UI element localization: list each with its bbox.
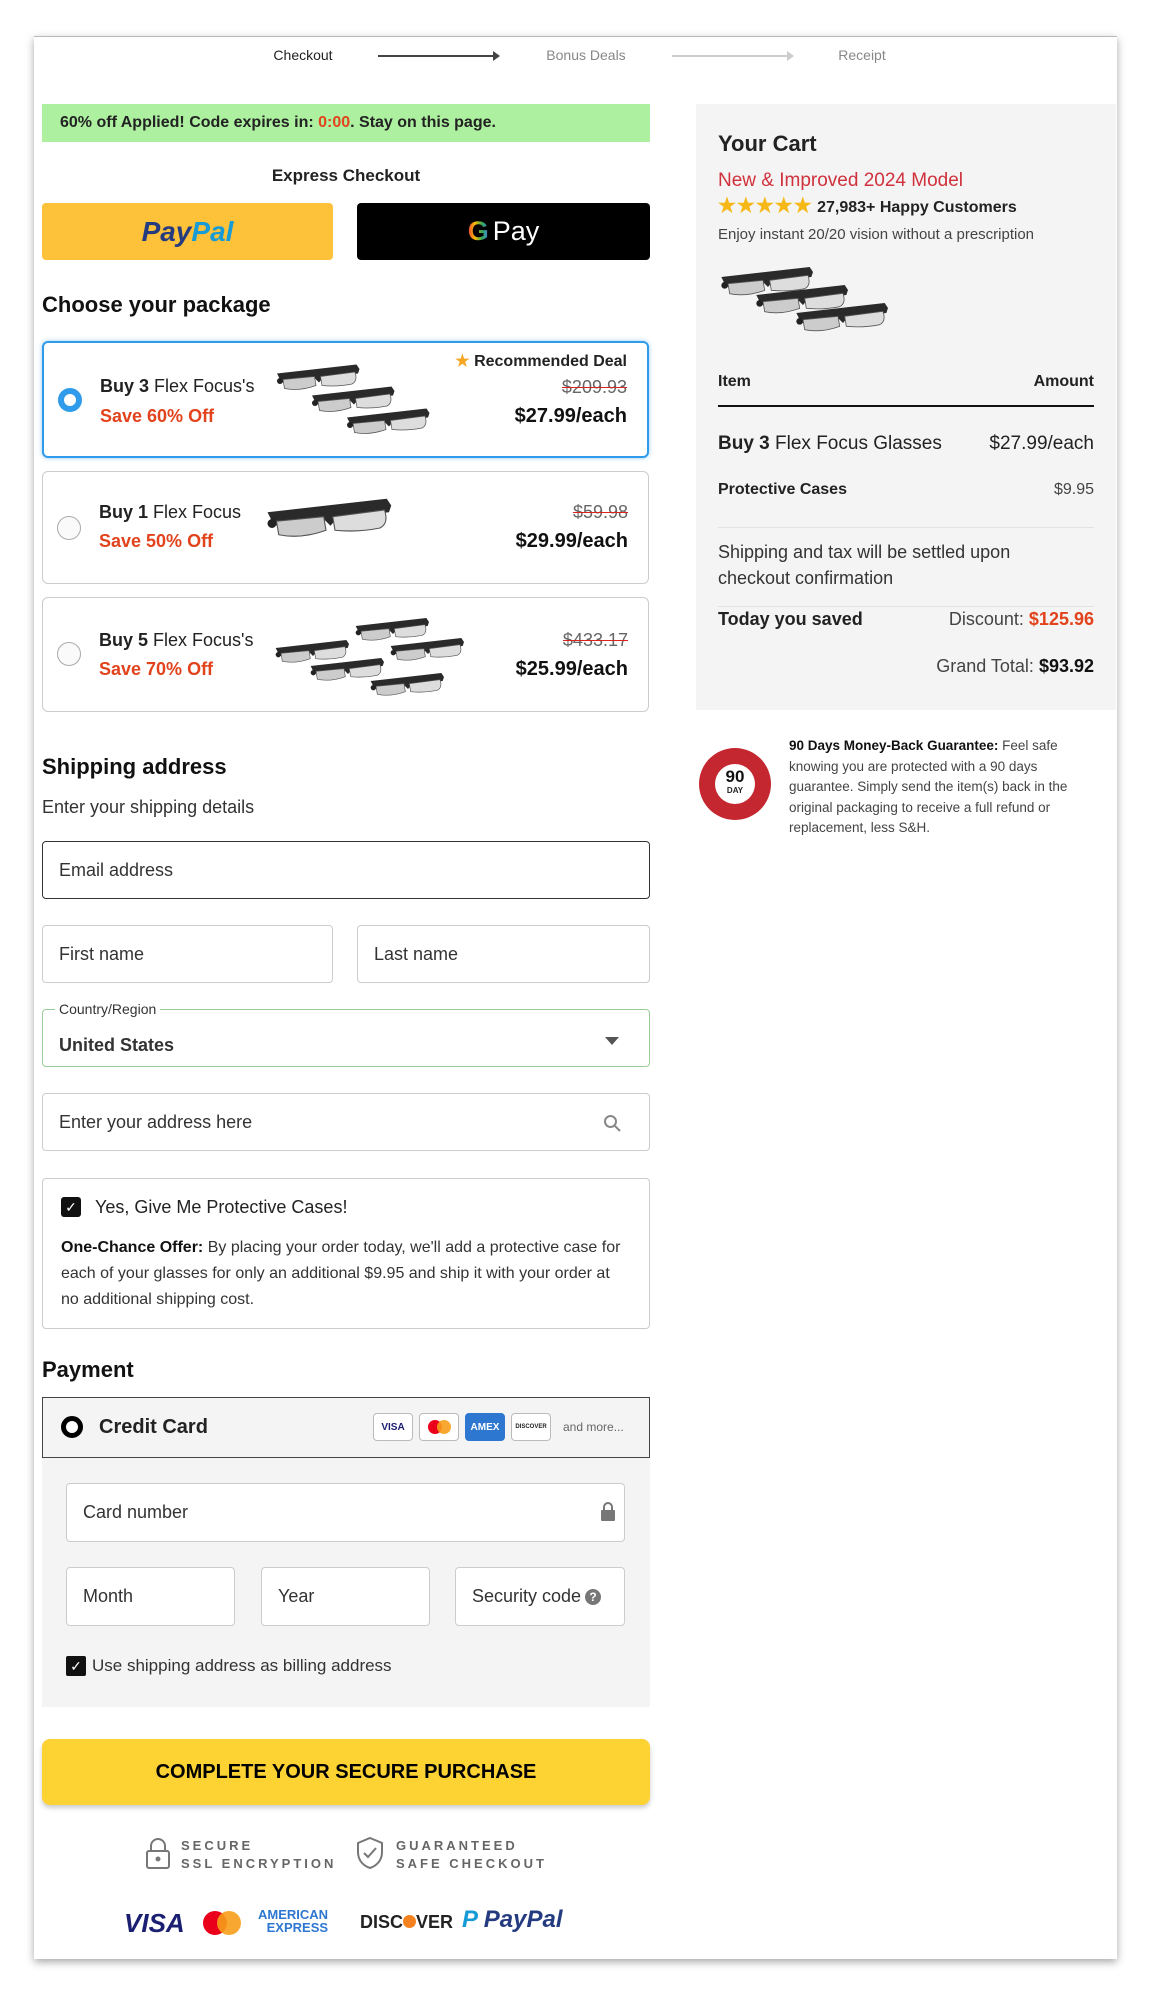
protective-cases-box bbox=[42, 1178, 650, 1329]
package-qty: Buy 1 bbox=[99, 502, 149, 522]
package-save: Save 50% Off bbox=[99, 531, 214, 551]
package-name: Flex Focus bbox=[148, 502, 242, 522]
chevron-down-icon bbox=[605, 1037, 619, 1045]
package-option-buy-5[interactable] bbox=[42, 597, 649, 712]
cart-title: Your Cart bbox=[718, 131, 817, 156]
guarantee-text bbox=[789, 736, 1104, 839]
card-number-input[interactable] bbox=[66, 1483, 625, 1542]
arrow-icon bbox=[378, 55, 498, 57]
package-name: Flex Focus's bbox=[149, 376, 255, 396]
discount-value: $125.96 bbox=[1028, 609, 1094, 629]
address-placeholder: Enter your address here bbox=[59, 1111, 253, 1132]
unit-price: $25.99/each bbox=[515, 658, 628, 680]
more-cards-label: and more... bbox=[563, 1420, 624, 1434]
paypal-button[interactable] bbox=[42, 203, 333, 260]
glasses-image bbox=[274, 363, 444, 443]
shipping-subtitle: Enter your shipping details bbox=[42, 797, 255, 817]
badge-label: Recommended Deal bbox=[474, 353, 627, 370]
radio-selected[interactable] bbox=[58, 388, 82, 412]
offer-bold: One-Chance Offer: bbox=[61, 1239, 204, 1256]
total-label: Grand Total: bbox=[936, 656, 1039, 676]
country-value: United States bbox=[59, 1035, 175, 1055]
col-amount: Amount bbox=[1033, 373, 1094, 390]
paypal-logo: P PayPal bbox=[462, 1906, 563, 1933]
guarantee-bold: 90 Days Money-Back Guarantee: bbox=[789, 738, 999, 753]
package-option-buy-3[interactable] bbox=[42, 341, 649, 458]
discount-label: Discount: bbox=[948, 609, 1029, 629]
cart-model: New & Improved 2024 Model bbox=[718, 170, 964, 191]
google-g-icon: G bbox=[467, 216, 489, 246]
year-input[interactable] bbox=[261, 1567, 430, 1626]
package-name: Flex Focus's bbox=[148, 630, 254, 650]
glasses-image bbox=[263, 494, 403, 554]
glasses-image bbox=[718, 265, 898, 350]
star-icon: ★ bbox=[455, 353, 475, 370]
trust-line: SAFE CHECKOUT bbox=[396, 1856, 547, 1871]
credit-card-option[interactable] bbox=[42, 1397, 650, 1458]
country-label: Country/Region bbox=[55, 1001, 160, 1017]
recommended-badge bbox=[455, 351, 627, 371]
banner-text: 60% off Applied! Code expires in: bbox=[60, 114, 319, 131]
email-input[interactable] bbox=[42, 841, 650, 899]
cart-header bbox=[718, 373, 1094, 407]
offer-text bbox=[61, 1235, 626, 1313]
unit-price: $29.99/each bbox=[515, 530, 628, 552]
visa-logo: VISA bbox=[124, 1908, 185, 1938]
package-qty: Buy 5 bbox=[99, 630, 149, 650]
unit-price: $27.99/each bbox=[514, 405, 627, 427]
saved-label: Today you saved bbox=[718, 609, 863, 629]
mastercard-icon bbox=[419, 1413, 459, 1441]
package-qty: Buy 3 bbox=[100, 376, 150, 396]
amex-logo bbox=[258, 1908, 328, 1934]
offer-body: By placing your order today, we'll add a protective case for each of your glasses for only an additional $9.95 and ship it with your order at no additional shipping cost. bbox=[61, 1239, 621, 1308]
security-code-input[interactable] bbox=[455, 1567, 625, 1626]
discover-icon: DISCOVER bbox=[511, 1413, 551, 1441]
last-name-placeholder: Last name bbox=[374, 943, 459, 964]
grand-total bbox=[718, 656, 1094, 677]
star-rating-icon: ★★★★★ bbox=[718, 195, 813, 217]
step-checkout: Checkout bbox=[273, 47, 333, 63]
card-number-placeholder: Card number bbox=[83, 1502, 189, 1522]
billing-label: Use shipping address as billing address bbox=[92, 1656, 392, 1675]
cases-price: $9.95 bbox=[1053, 481, 1094, 498]
paypal-logo: Pay bbox=[141, 215, 192, 247]
protective-cases-label: Yes, Give Me Protective Cases! bbox=[95, 1197, 348, 1217]
savings-row bbox=[718, 606, 1094, 630]
address-input[interactable] bbox=[42, 1093, 650, 1151]
email-placeholder: Email address bbox=[59, 859, 174, 880]
trust-line: SECURE bbox=[181, 1838, 254, 1853]
amex-line: EXPRESS bbox=[266, 1920, 329, 1935]
search-icon bbox=[603, 1114, 621, 1132]
trust-line: SSL ENCRYPTION bbox=[181, 1856, 337, 1871]
payment-heading: Payment bbox=[42, 1357, 134, 1382]
trust-line: GUARANTEED bbox=[396, 1838, 518, 1853]
package-option-buy-1[interactable] bbox=[42, 471, 649, 584]
billing-checkbox[interactable]: ✓ bbox=[66, 1656, 86, 1676]
month-placeholder: Month bbox=[83, 1586, 134, 1606]
credit-card-label: Credit Card bbox=[99, 1416, 208, 1438]
step-receipt: Receipt bbox=[838, 47, 886, 63]
old-price: $433.17 bbox=[562, 630, 628, 650]
google-pay-button[interactable] bbox=[357, 203, 650, 260]
first-name-placeholder: First name bbox=[59, 943, 145, 964]
countdown-timer: 0:00 bbox=[318, 114, 351, 131]
package-save: Save 70% Off bbox=[99, 659, 214, 679]
discover-text: DISC bbox=[360, 1912, 404, 1932]
discover-text: VER bbox=[416, 1912, 454, 1932]
amex-line: AMERICAN bbox=[258, 1907, 329, 1922]
lock-icon bbox=[600, 1502, 616, 1522]
customer-count: 27,983+ Happy Customers bbox=[817, 199, 1017, 216]
old-price: $59.98 bbox=[572, 502, 628, 522]
old-price: $209.93 bbox=[561, 377, 627, 397]
cases-label: Protective Cases bbox=[718, 481, 847, 498]
badge-day: DAY bbox=[726, 786, 744, 795]
help-icon[interactable]: ? bbox=[585, 1589, 601, 1605]
choose-package-heading: Choose your package bbox=[42, 292, 271, 317]
item-qty: Buy 3 bbox=[718, 433, 770, 454]
country-select[interactable] bbox=[42, 1001, 650, 1067]
checkbox-checked[interactable]: ✓ bbox=[61, 1197, 81, 1217]
guarantee-body: Feel safe knowing you are protected with a 90 days guarantee. Simply send the item(s) back in the original packaging to receive a full refund or replacement, less S&H. bbox=[789, 738, 1068, 835]
complete-purchase-button[interactable]: COMPLETE YOUR SECURE PURCHASE bbox=[42, 1739, 650, 1805]
cases-row bbox=[718, 481, 1094, 528]
glasses-image bbox=[273, 616, 473, 706]
col-item: Item bbox=[718, 373, 751, 390]
shipping-heading: Shipping address bbox=[42, 754, 227, 779]
rating-row bbox=[718, 193, 1094, 218]
radio-selected[interactable] bbox=[61, 1416, 83, 1438]
express-checkout-title: Express Checkout bbox=[271, 166, 421, 185]
security-code-placeholder: Security code bbox=[472, 1586, 582, 1606]
discount-banner bbox=[42, 104, 650, 142]
gpay-label: Pay bbox=[492, 216, 540, 246]
money-back-badge-icon bbox=[699, 748, 771, 820]
arrow-icon bbox=[672, 55, 792, 57]
safe-checkout-badge bbox=[396, 1837, 547, 1873]
amex-icon: AMEX bbox=[465, 1413, 505, 1441]
visa-icon: VISA bbox=[373, 1413, 413, 1441]
radio-unselected[interactable] bbox=[57, 516, 81, 540]
first-name-input[interactable] bbox=[42, 925, 333, 983]
month-input[interactable] bbox=[66, 1567, 235, 1626]
step-bonus-deals: Bonus Deals bbox=[546, 47, 626, 63]
mastercard-logo bbox=[217, 1911, 241, 1935]
badge-number: 90 bbox=[725, 767, 745, 786]
cart-tagline: Enjoy instant 20/20 vision without a prescription bbox=[718, 226, 1035, 243]
shipping-note: Shipping and tax will be settled upon checkout confirmation bbox=[718, 542, 1011, 588]
shield-check-icon bbox=[356, 1836, 384, 1870]
radio-unselected[interactable] bbox=[57, 642, 81, 666]
item-name: Flex Focus Glasses bbox=[769, 433, 942, 454]
paypal-logo: Pal bbox=[191, 215, 234, 247]
paypal-text: PayPal bbox=[483, 1906, 563, 1933]
last-name-input[interactable] bbox=[357, 925, 650, 983]
banner-text: . Stay on this page. bbox=[350, 114, 496, 131]
year-placeholder: Year bbox=[278, 1586, 315, 1606]
ssl-badge bbox=[181, 1837, 336, 1873]
discover-logo bbox=[360, 1912, 453, 1933]
cart-item-row bbox=[718, 433, 1094, 455]
item-price: $27.99/each bbox=[989, 433, 1094, 454]
lock-icon bbox=[145, 1838, 171, 1870]
package-save: Save 60% Off bbox=[100, 406, 215, 426]
total-value: $93.92 bbox=[1038, 656, 1094, 676]
